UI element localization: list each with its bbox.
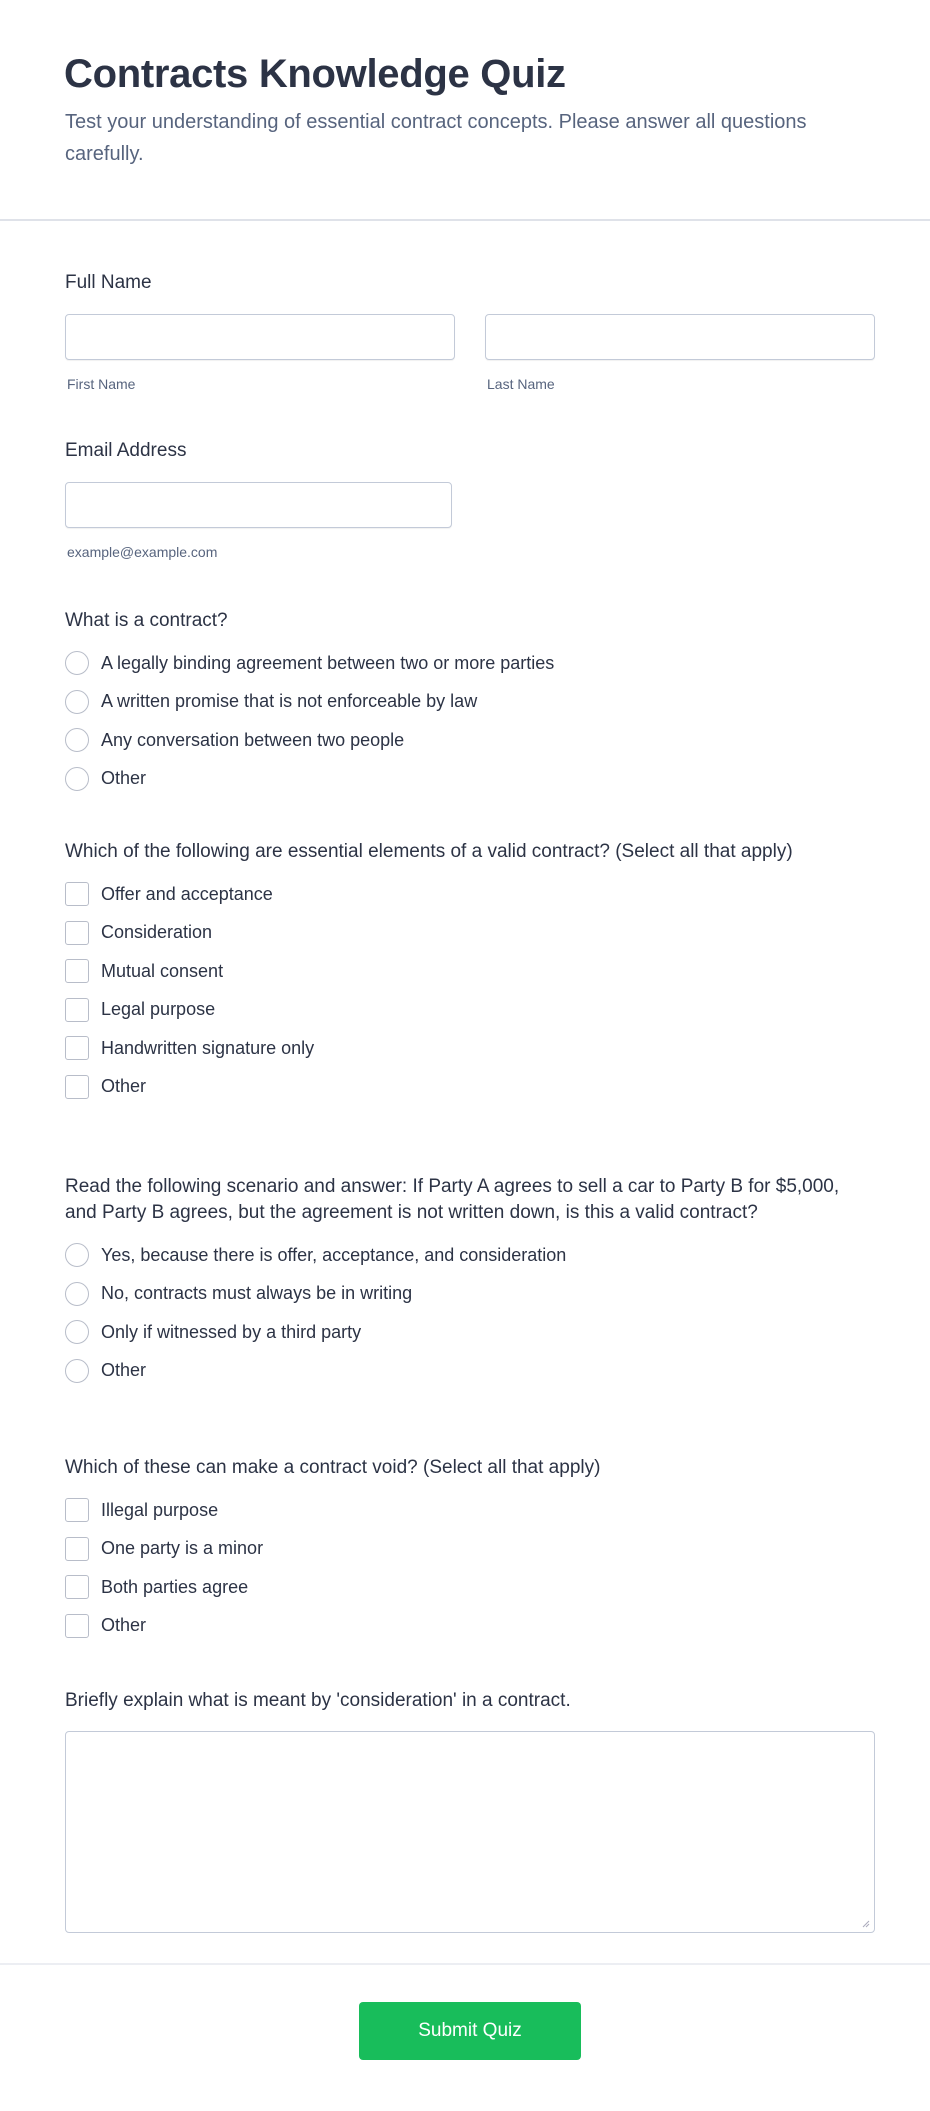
checkbox[interactable] (65, 1537, 89, 1561)
checkbox-option[interactable] (65, 991, 875, 1030)
radio-button[interactable] (65, 651, 89, 675)
option-label: A legally binding agreement between two or more parties (101, 652, 555, 673)
question-1 (65, 608, 875, 798)
option-label: No, contracts must always be in writing (101, 1283, 413, 1304)
option-label: Only if witnessed by a third party (101, 1321, 362, 1342)
option-label: Handwritten signature only (101, 1037, 315, 1058)
question-3 (65, 1174, 875, 1390)
radio-button[interactable] (65, 1282, 89, 1306)
option-label: Any conversation between two people (101, 729, 405, 750)
option-label: Other (101, 1360, 147, 1381)
checkbox-option[interactable] (65, 1068, 875, 1107)
checkbox[interactable] (65, 1614, 89, 1638)
last-name-sublabel: Last Name (487, 376, 555, 392)
checkbox-option[interactable] (65, 1607, 875, 1646)
option-label: Legal purpose (101, 999, 216, 1020)
question-2 (65, 839, 875, 1106)
radio-button[interactable] (65, 728, 89, 752)
radio-button[interactable] (65, 1320, 89, 1344)
checkbox-option[interactable] (65, 1568, 875, 1607)
radio-button[interactable] (65, 1243, 89, 1267)
checkbox-option[interactable] (65, 1491, 875, 1530)
radio-group (65, 1236, 875, 1390)
question-label: Which of these can make a contract void? (Select all that apply) (65, 1457, 601, 1478)
radio-option[interactable] (65, 1275, 875, 1314)
checkbox-option[interactable] (65, 952, 875, 991)
first-name-sublabel: First Name (67, 376, 136, 392)
radio-button[interactable] (65, 1359, 89, 1383)
essay-textarea[interactable] (65, 1731, 875, 1933)
essay-question (65, 1688, 875, 1714)
option-label: Consideration (101, 922, 213, 943)
checkbox-group (65, 875, 875, 1106)
option-label: A written promise that is not enforceable by law (101, 691, 478, 712)
email-field (65, 438, 875, 568)
radio-option[interactable] (65, 683, 875, 722)
radio-option[interactable] (65, 721, 875, 760)
option-label: Illegal purpose (101, 1499, 219, 1520)
option-label: Yes, because there is offer, acceptance, and consideration (101, 1244, 567, 1265)
option-label: Mutual consent (101, 960, 224, 981)
radio-option[interactable] (65, 644, 875, 683)
first-name-input[interactable] (65, 314, 455, 360)
checkbox[interactable] (65, 1498, 89, 1522)
last-name-input[interactable] (485, 314, 875, 360)
page-title: Contracts Knowledge Quiz (64, 52, 566, 96)
option-label: Offer and acceptance (101, 883, 273, 904)
checkbox[interactable] (65, 998, 89, 1022)
checkbox[interactable] (65, 1036, 89, 1060)
option-label: Other (101, 1615, 147, 1636)
question-4 (65, 1455, 875, 1645)
checkbox[interactable] (65, 882, 89, 906)
question-label: What is a contract? (65, 610, 228, 631)
radio-option[interactable] (65, 1236, 875, 1275)
option-label: Other (101, 768, 147, 789)
checkbox-option[interactable] (65, 1530, 875, 1569)
form-footer (0, 1963, 930, 2111)
radio-option[interactable] (65, 1352, 875, 1391)
checkbox[interactable] (65, 1075, 89, 1099)
option-label: One party is a minor (101, 1538, 264, 1559)
email-label: Email Address (65, 440, 187, 461)
form-header (0, 0, 930, 221)
checkbox[interactable] (65, 921, 89, 945)
checkbox-group (65, 1491, 875, 1645)
email-sublabel: example@example.com (67, 544, 218, 560)
radio-button[interactable] (65, 767, 89, 791)
checkbox-option[interactable] (65, 1029, 875, 1068)
radio-option[interactable] (65, 1313, 875, 1352)
option-label: Other (101, 1076, 147, 1097)
checkbox[interactable] (65, 1575, 89, 1599)
question-label: Read the following scenario and answer: If Party A agrees to sell a car to Party B for $5,000, and Party B agrees, but the agreement is not written down, is this a valid contract? (65, 1176, 840, 1223)
full-name-field (65, 270, 875, 410)
option-label: Both parties agree (101, 1576, 249, 1597)
radio-option[interactable] (65, 760, 875, 799)
checkbox-option[interactable] (65, 875, 875, 914)
checkbox-option[interactable] (65, 914, 875, 953)
email-input[interactable] (65, 482, 452, 528)
resize-handle-icon[interactable] (862, 1920, 870, 1928)
essay-label: Briefly explain what is meant by 'consideration' in a contract. (65, 1690, 571, 1711)
question-label: Which of the following are essential elements of a valid contract? (Select all that apply) (65, 841, 793, 862)
checkbox[interactable] (65, 959, 89, 983)
radio-button[interactable] (65, 690, 89, 714)
page-subtitle: Test your understanding of essential contract concepts. Please answer all questions carefully. (65, 111, 807, 165)
submit-quiz-button[interactable]: Submit Quiz (359, 2002, 581, 2060)
full-name-label: Full Name (65, 272, 152, 293)
radio-group (65, 644, 875, 798)
